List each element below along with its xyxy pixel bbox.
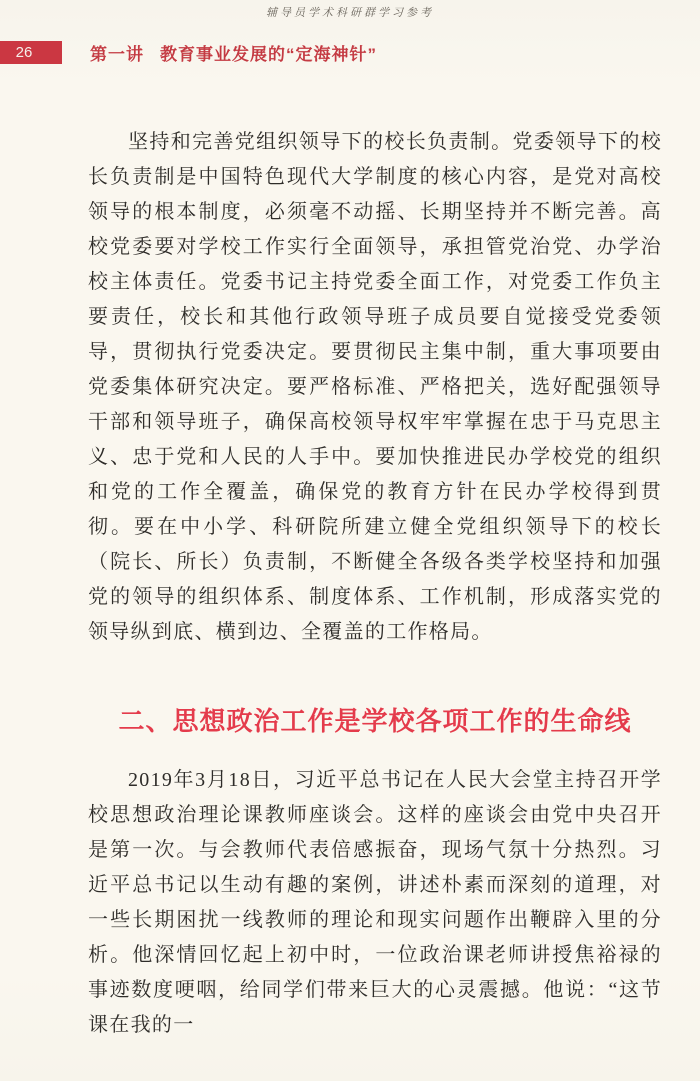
chapter-label: 第一讲 (90, 45, 144, 64)
paragraph-school-leadership: 坚持和完善党组织领导下的校长负责制。党委领导下的校长负责制是中国特色现代大学制度的核心内容，是党对高校领导的根本制度，必须毫不动摇、长期坚持并不断完善。高校党委要对学校工作实行全面领导，承担管党治党、办学治校主体责任。党委书记主持党委全面工作，对党委工作负主要责任，校长和其他行政领导班子成员要自觉接受党委领导，贯彻执行党委决定。要贯彻民主集中制，重大事项要由党委集体研究决定。要严格标准、严格把关，选好配强领导干部和领导班子，确保高校领导权牢牢掌握在忠于马克思主义、忠于党和人民的人手中。要加快推进民办学校党的组织和党的工作全覆盖，确保党的教育方针在民办学校得到贯彻。要在中小学、科研院所建立健全党组织领导下的校长（院长、所长）负责制，不断健全各级各类学校坚持和加强党的领导的组织体系、制度体系、工作机制，形成落实党的领导纵到底、横到边、全覆盖的工作格局。 (88, 131, 662, 643)
chapter-name: 教育事业发展的“定海神针” (160, 45, 377, 64)
page-body (88, 125, 662, 1043)
section-heading: 二、思想政治工作是学校各项工作的生命线 (118, 706, 632, 736)
chapter-title (90, 40, 377, 65)
paragraph-symposium: 2019年3月18日，习近平总书记在人民大会堂主持召开学校思想政治理论课教师座谈会。这样的座谈会由党中央召开是第一次。与会教师代表倍感振奋，现场气氛十分热烈。习近平总书记以生动有趣的案例，讲述朴素而深刻的道理，对一些长期困扰一线教师的理论和现实问题作出鞭辟入里的分析。他深情回忆起上初中时，一位政治课老师讲授焦裕禄的事迹数度哽咽，给同学们带来巨大的心灵震撼。他说：“这节课在我的一 (88, 769, 662, 1036)
chapter-header (0, 40, 700, 65)
running-head: 辅导员学术科研群学习参考 (266, 7, 434, 19)
page-number-badge: 26 (0, 41, 62, 64)
